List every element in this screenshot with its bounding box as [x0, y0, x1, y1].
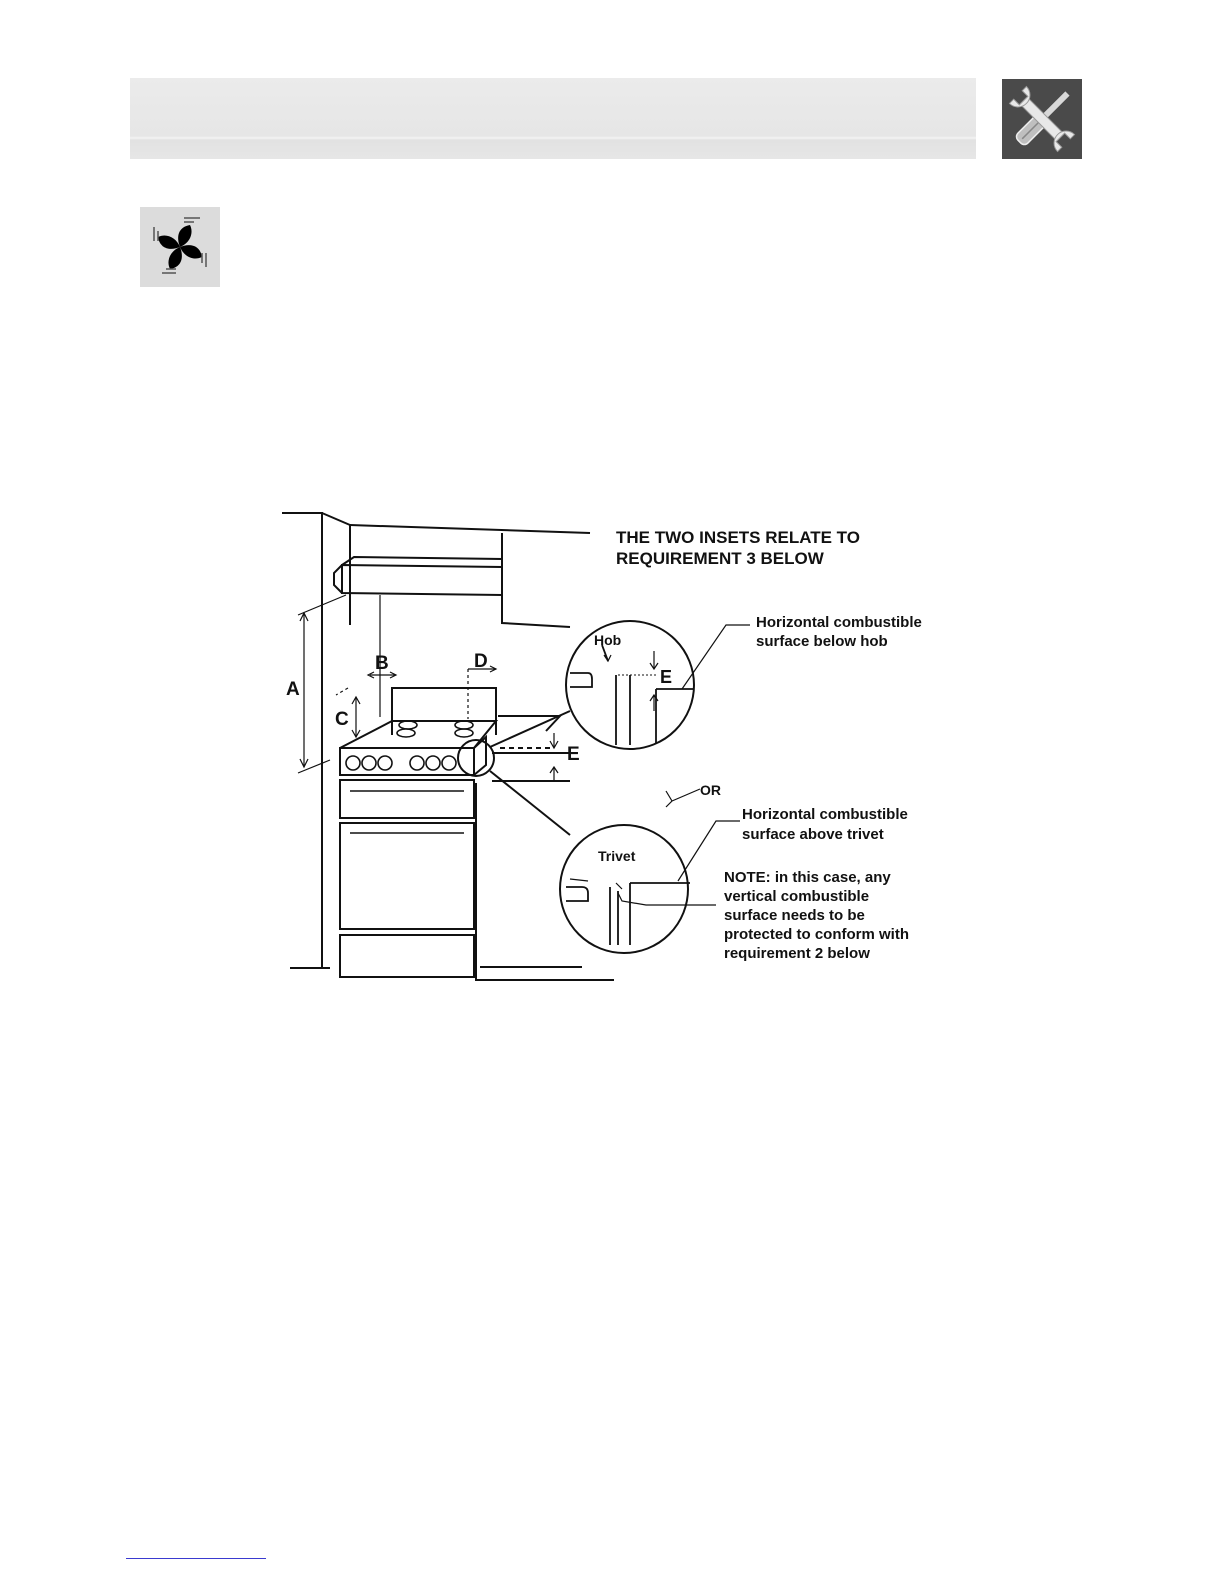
label-e: E — [567, 744, 580, 765]
inset-title-line-2: REQUIREMENT 3 BELOW — [616, 549, 824, 568]
bottom-callout-line-2: surface above trivet — [742, 826, 884, 843]
label-a: A — [286, 679, 300, 700]
wrench-screwdriver-icon — [1002, 79, 1082, 159]
fan-icon — [140, 207, 220, 287]
hob-label: Hob — [594, 632, 622, 648]
inset-title-line-1: THE TWO INSETS RELATE TO — [616, 528, 860, 547]
bottom-callout-line-1: Horizontal combustible — [742, 806, 908, 823]
top-callout-line-2: surface below hob — [756, 633, 888, 650]
installation-clearance-diagram — [270, 505, 950, 995]
inset-e-label: E — [660, 667, 673, 687]
trivet-label: Trivet — [598, 848, 636, 864]
note-line-5: requirement 2 below — [724, 945, 870, 962]
label-d: D — [474, 651, 488, 672]
note-line-4: protected to conform with — [724, 926, 909, 943]
footer-rule — [126, 1558, 266, 1559]
note-line-1: NOTE: in this case, any — [724, 869, 891, 886]
label-b: B — [375, 653, 389, 674]
or-label: OR — [700, 782, 721, 798]
label-c: C — [335, 709, 349, 730]
note-line-3: surface needs to be — [724, 907, 865, 924]
note-line-2: vertical combustible — [724, 888, 870, 905]
top-callout-line-1: Horizontal combustible — [756, 614, 922, 631]
header-bar — [130, 78, 976, 159]
